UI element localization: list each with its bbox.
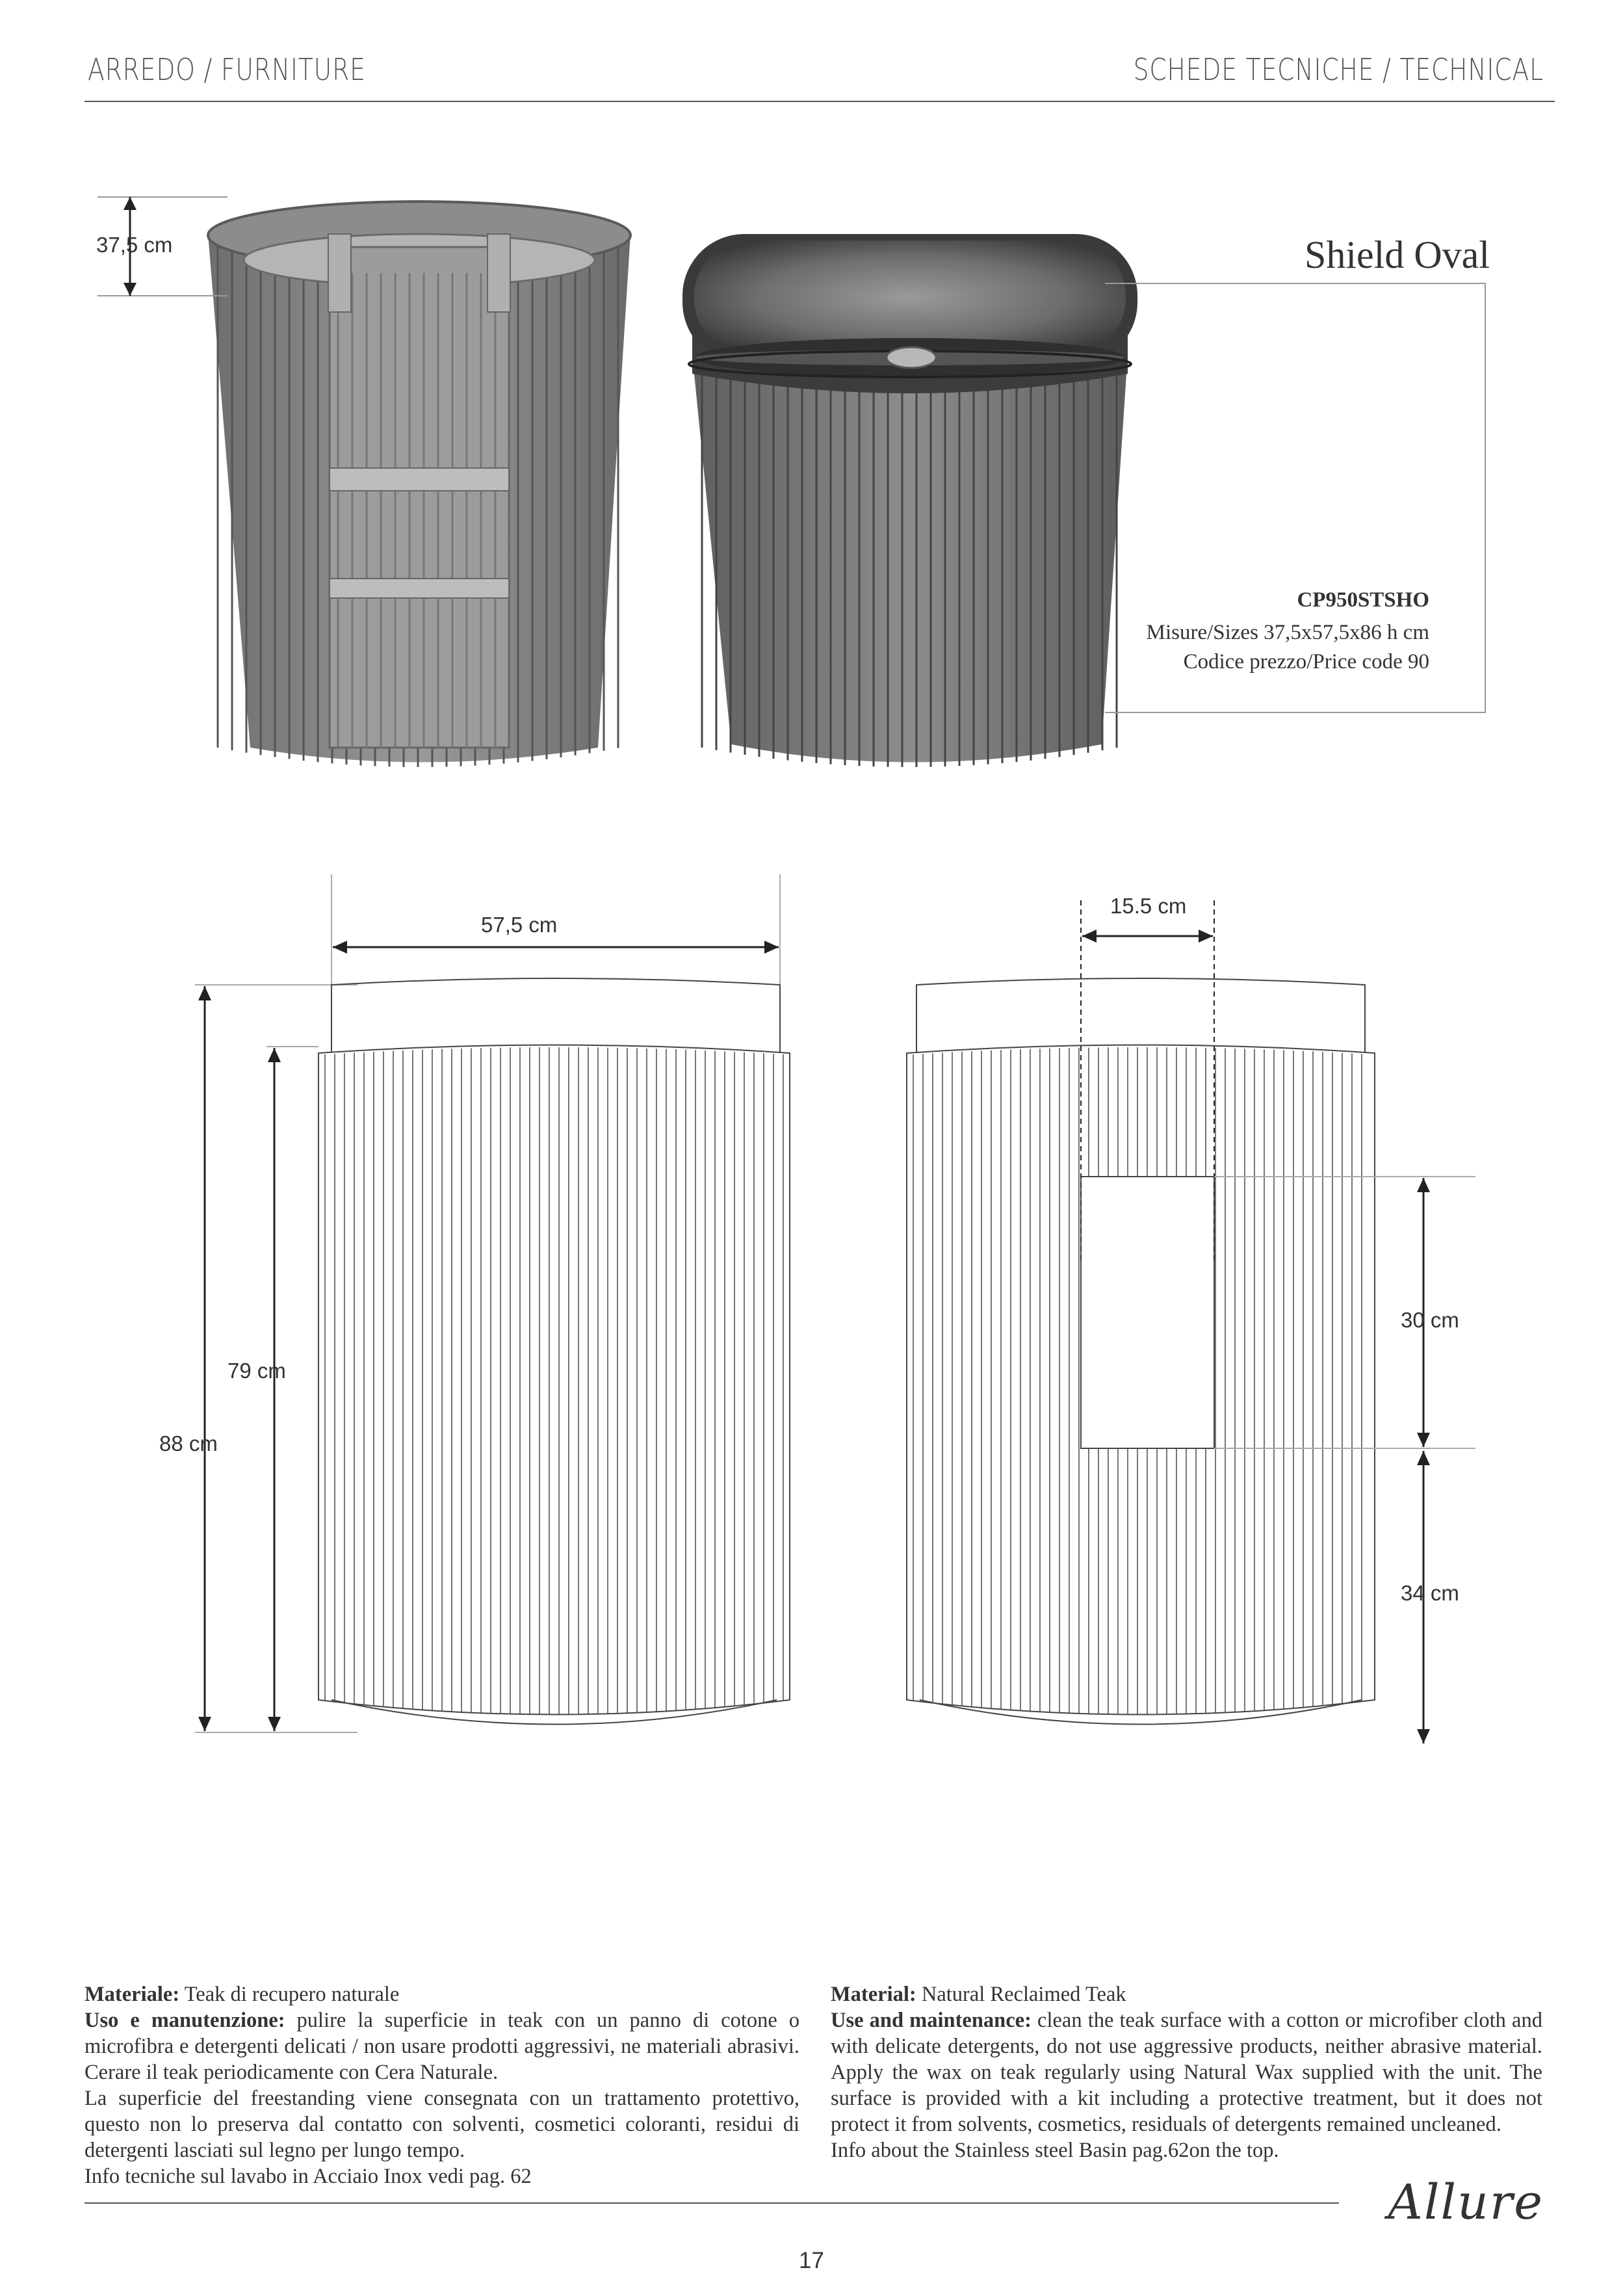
dimension-height-total-label: 88 cm: [159, 1431, 218, 1455]
uso-label: Uso e manutenzione:: [84, 2009, 285, 2032]
description-italian: [84, 1981, 799, 2189]
photo-depth-label: 37,5 cm: [96, 233, 173, 257]
info-en-text: Info about the Stainless steel Basin pag.62on the top.: [831, 2139, 1279, 2162]
brand-logo: Allure: [1388, 2174, 1544, 2230]
material-label: Material:: [831, 1983, 916, 2006]
use-value: clean the teak surface with a cotton or microfiber cloth and with delicate detergents, do not use aggressive products, neither abrasive material. Apply the wax on teak regularly using Natural Wax supplied with the unit. The surface is provided with a kit including a protective treatment, but it does not protect it from solvents, cosmetics, residuals of detergents remained uncleaned.: [831, 2009, 1542, 2136]
product-code: CP950STSHO: [1297, 588, 1429, 612]
header-rule: [84, 101, 1555, 102]
product-photo-front: [682, 224, 1137, 796]
materiale-value: Teak di recupero naturale: [179, 1983, 400, 2006]
product-title: Shield Oval: [1305, 233, 1490, 276]
technical-drawing-front: [162, 865, 812, 1775]
product-photo-back: [192, 189, 647, 774]
description-english: [831, 1981, 1542, 2163]
uso-value: pulire la superficie in teak con un panno di cotone o microfibra e detergenti delicati / non usare prodotti aggressivi, ne materiali abrasivi. Cerare il teak periodicamente con Cera Naturale.: [84, 2009, 799, 2084]
footer-rule: [84, 2202, 1339, 2204]
material-value: Natural Reclaimed Teak: [916, 1983, 1126, 2006]
superficie-text: La superficie del freestanding viene consegnata con un trattamento protettivo, questo non lo preserva dal contatto con solventi, cosmetici coloranti, residui di detergenti lasciati sul legno per lungo tempo.: [84, 2087, 799, 2162]
dimension-opening-width-label: 15.5 cm: [1110, 894, 1187, 918]
use-label: Use and maintenance:: [831, 2009, 1032, 2032]
info-it-text: Info tecniche sul lavabo in Acciaio Inox vedi pag. 62: [84, 2165, 532, 2188]
dimension-opening-height-label: 30 cm: [1401, 1308, 1459, 1332]
materiale-label: Materiale:: [84, 1983, 180, 2006]
product-sizes: Misure/Sizes 37,5x57,5x86 h cm: [1146, 621, 1429, 644]
dimension-base-height-label: 34 cm: [1401, 1581, 1459, 1605]
dimension-width-label: 57,5 cm: [481, 913, 558, 937]
section-header-right: SCHEDE TECNICHE / TECHNICAL: [1133, 52, 1544, 87]
section-header-left: ARREDO / FURNITURE: [88, 52, 366, 87]
product-price-code: Codice prezzo/Price code 90: [1183, 650, 1429, 673]
dimension-height-body-label: 79 cm: [227, 1359, 286, 1383]
page-number: 17: [799, 2248, 824, 2273]
